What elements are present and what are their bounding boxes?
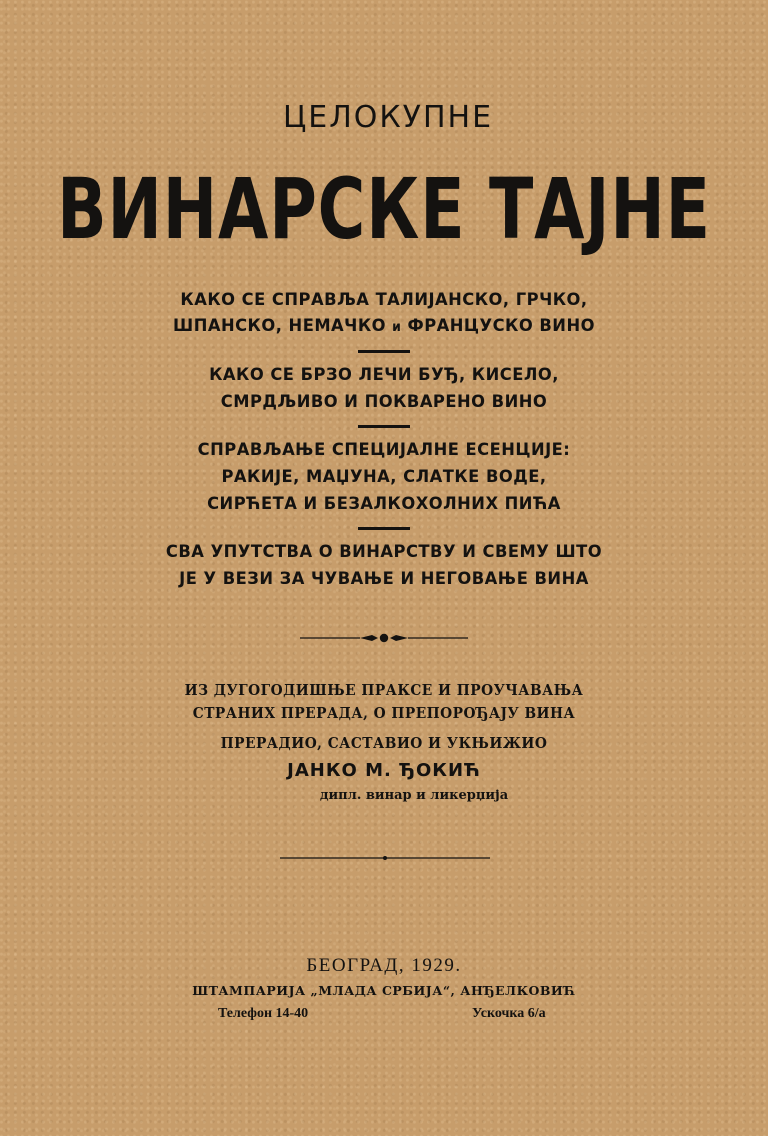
credit-line: ИЗ ДУГОГОДИШЊЕ ПРАКСЕ И ПРОУЧАВАЊА	[184, 682, 584, 699]
series-word: ЦЕЛОКУПНЕ	[282, 100, 494, 135]
subtitle-conjunction: и	[392, 320, 402, 335]
divider-rule	[358, 350, 410, 353]
subtitle-line: СМРДЉИВО И ПОКВАРЕНО ВИНО	[220, 392, 548, 412]
credit-line: ПРЕРАДИО, САСТАВИО И УКЊИЖИО	[220, 735, 548, 752]
credit-line: СТРАНИХ ПРЕРАДА, О ПРЕПОРОЂАЈУ ВИНА	[192, 705, 576, 722]
subtitle-line: СИРЋЕТА И БЕЗАЛКОХОЛНИХ ПИЋА	[207, 494, 561, 514]
imprint-printer: ШТАМПАРИЈА „МЛАДА СРБИЈА“, АНЂЕЛКОВИЋ	[192, 983, 576, 998]
ornament-divider	[280, 852, 490, 864]
subtitle-line: КАКО СЕ СПРАВЉА ТАЛИЈАНСКО, ГРЧКО,	[180, 290, 588, 310]
divider-rule	[358, 527, 410, 530]
subtitle-line: СПРАВЉАЊЕ СПЕЦИЈАЛНЕ ЕСЕНЦИЈЕ:	[197, 440, 571, 460]
imprint-city-year: БЕОГРАД, 1929.	[306, 955, 462, 976]
subtitle-line: ЈЕ У ВЕЗИ ЗА ЧУВАЊЕ И НЕГОВАЊЕ ВИНА	[179, 569, 589, 589]
author-role: дипл. винар и ликерџија	[319, 788, 509, 803]
imprint-address: Ускочка 6/а	[472, 1006, 546, 1021]
subtitle-line	[15, 316, 752, 336]
author-name: ЈАНКО М. ЂОКИЋ	[287, 760, 481, 781]
imprint-phone: Телефон 14-40	[218, 1006, 309, 1021]
subtitle-line: СВА УПУТСТВА О ВИНАРСТВУ И СВЕМУ ШТО	[165, 542, 603, 562]
subtitle-fragment: ФРАНЦУСКО ВИНО	[407, 316, 595, 336]
subtitle-line: КАКО СЕ БРЗО ЛЕЧИ БУЂ, КИСЕЛО,	[209, 365, 559, 385]
ornament-divider	[300, 632, 468, 644]
divider-rule	[358, 425, 410, 428]
subtitle-line: РАКИЈЕ, МАЏУНА, СЛАТКЕ ВОДЕ,	[221, 467, 547, 487]
subtitle-fragment: ШПАНСКО, НЕМАЧКО	[173, 316, 386, 336]
book-title: ВИНАРСКЕ ТАЈНЕ	[57, 160, 711, 258]
